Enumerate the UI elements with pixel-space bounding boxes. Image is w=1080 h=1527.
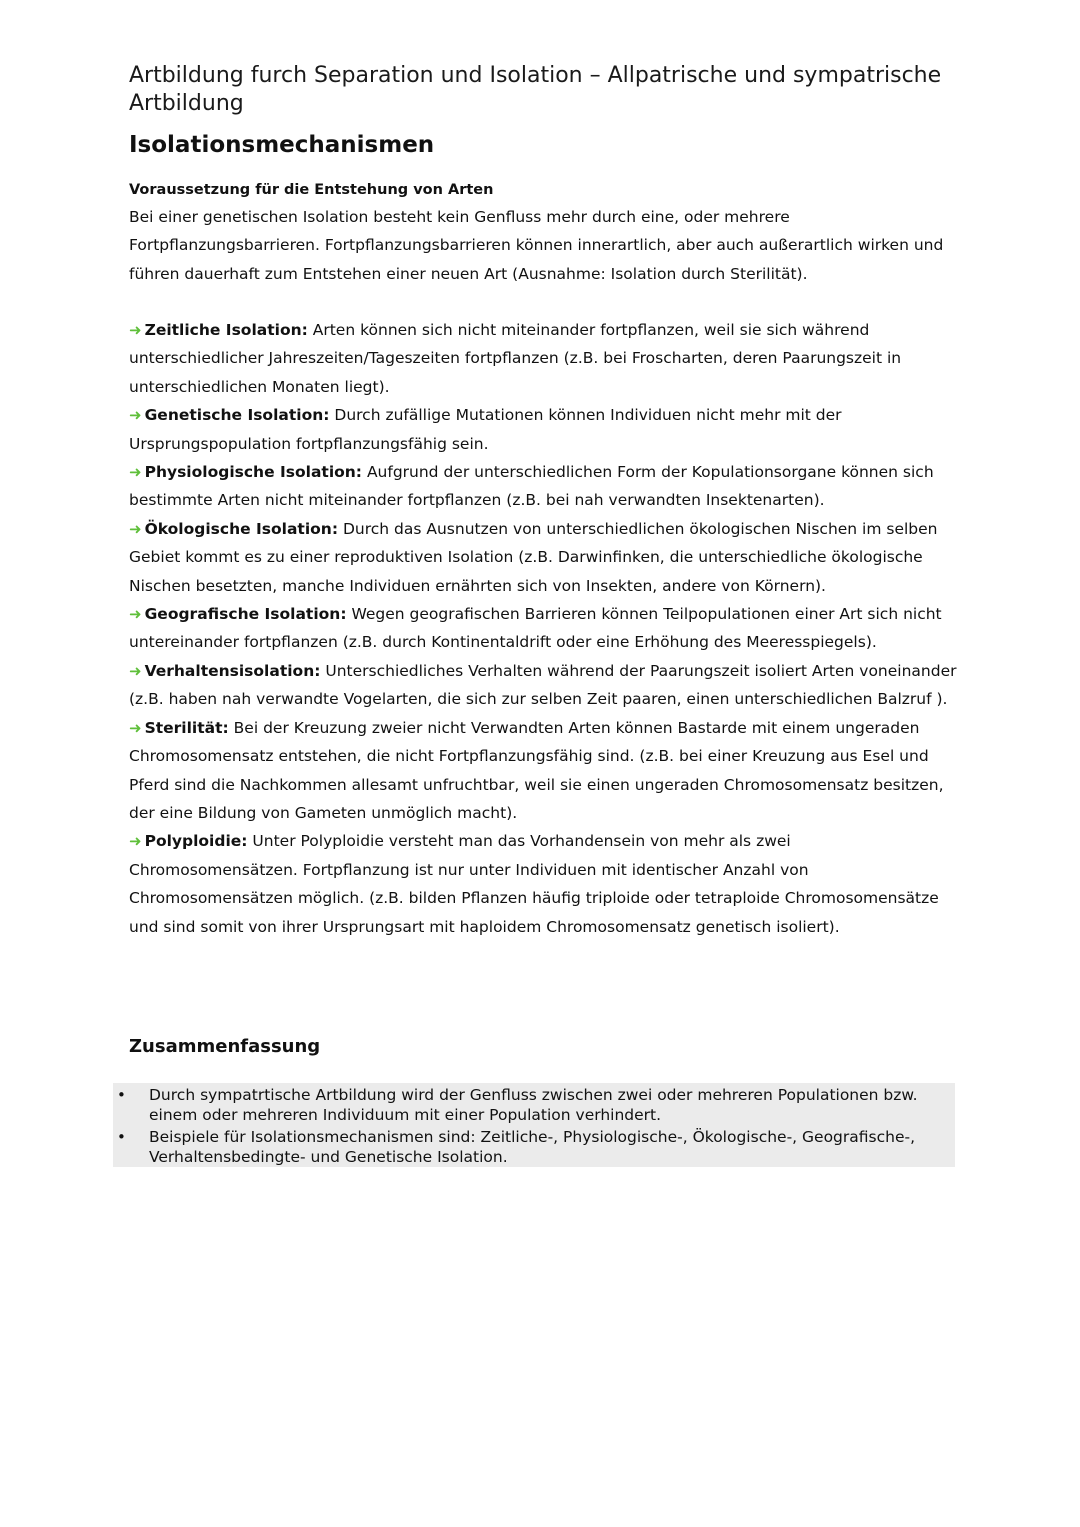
section-heading: Isolationsmechanismen [129,132,435,158]
arrow-right-icon: ➜ [129,406,142,425]
arrow-right-icon: ➜ [129,832,142,851]
arrow-right-icon: ➜ [129,463,142,482]
list-item [129,714,959,828]
intro-paragraph: Bei einer genetischen Isolation besteht kein Genfluss mehr durch eine, oder mehrere Fortpflanzungsbarrieren. Fortpflanzungsbarrieren können innerartlich, aber auch außerartlich wirken und führen dauerhaft zum Entstehen einer neuen Art (Ausnahme: Isolation durch Sterilität). [129,208,944,283]
summary-list [113,1085,955,1169]
item-term: Sterilität: [144,718,229,737]
list-item [129,458,959,515]
list-item [129,600,959,657]
item-term: Geografische Isolation: [144,605,347,624]
item-text: Unter Polyploidie versteht man das Vorhandensein von mehr als zwei Chromosomensätzen. Fortpflanzung ist nur unter Individuen mit identischer Anzahl von Chromosomensätzen möglich. (z.B. bilden Pflanzen häufig triploide oder tetraploide Chromosomensätze und sind somit von ihrer Ursprungsart mit haploidem Chromosomensatz genetisch isoliert). [129,832,939,936]
list-item [129,515,959,600]
summary-text: Beispiele für Isolationsmechanismen sind: Zeitliche-, Physiologische-, Ökologische-, Geografische-, Verhaltensbedingte- und Genetische Isolation. [149,1128,916,1166]
arrow-right-icon: ➜ [129,718,142,737]
item-term: Polyploidie: [144,832,248,851]
summary-item [113,1127,955,1167]
item-text: Wegen geografischen Barrieren können Teilpopulationen einer Art sich nicht untereinander fortpflanzen (z.B. durch Kontinentaldrift oder eine Erhöhung des Meeresspiegels). [129,605,942,652]
arrow-right-icon: ➜ [129,519,142,538]
item-text: Aufgrund der unterschiedlichen Form der Kopulationsorgane können sich bestimmte Arten nicht miteinander fortpflanzen (z.B. bei nah verwandten Insektenarten). [129,463,934,510]
bullet-icon: • [117,1128,126,1146]
list-item [129,827,959,941]
item-term: Ökologische Isolation: [144,519,339,538]
item-text: Unterschiedliches Verhalten während der Paarungszeit isoliert Arten voneinander (z.B. haben nah verwandte Vogelarten, die sich zur selben Zeit paaren, einen unterschiedlichen Balzruf ). [129,661,957,709]
summary-item [113,1085,955,1125]
list-item [129,316,959,401]
item-text: Arten können sich nicht miteinander fortpflanzen, weil sie sich während unterschiedlicher Jahreszeiten/Tageszeiten fortpflanzen (z.B. bei Froscharten, deren Paarungszeit in unterschiedlichen Monaten liegt). [129,321,902,396]
document-title: Artbildung furch Separation und Isolation – Allpatrische und sympatrische Artbildung [129,63,942,116]
list-item [129,401,959,458]
summary-heading: Zusammenfassung [129,1036,321,1057]
bullet-icon: • [117,1086,126,1104]
arrow-right-icon: ➜ [129,661,142,680]
summary-text: Durch sympatrtische Artbildung wird der Genfluss zwischen zwei oder mehreren Populationen bzw. einem oder mehreren Individuum mit einer Population verhindert. [149,1086,918,1124]
item-text: Durch zufällige Mutationen können Individuen nicht mehr mit der Ursprungspopulation fortpflanzungsfähig sein. [129,406,842,453]
arrow-right-icon: ➜ [129,321,142,339]
item-text: Durch das Ausnutzen von unterschiedlichen ökologischen Nischen im selben Gebiet kommt es zu einer reproduktiven Isolation (z.B. Darwinfinken, die unterschiedliche ökologische Nischen besetzten, manche Individuen ernährten sich von Insekten, andere von Körnern). [129,519,938,595]
isolation-mechanisms-list [129,316,959,941]
subheading: Voraussetzung für die Entstehung von Arten [129,182,494,198]
list-item [129,657,959,714]
item-text: Bei der Kreuzung zweier nicht Verwandten Arten können Bastarde mit einem ungeraden Chromosomensatz entstehen, die nicht Fortpflanzungsfähig sind. (z.B. bei einer Kreuzung aus Esel und Pferd sind die Nachkommen allesamt unfruchtbar, weil sie einen ungeraden Chromosomensatz besitzen, der eine Bildung von Gameten unmöglich macht). [129,718,944,822]
item-term: Verhaltensisolation: [144,661,321,680]
item-term: Zeitliche Isolation: [144,321,308,339]
item-term: Genetische Isolation: [144,406,330,425]
item-term: Physiologische Isolation: [144,463,363,482]
arrow-right-icon: ➜ [129,605,142,624]
